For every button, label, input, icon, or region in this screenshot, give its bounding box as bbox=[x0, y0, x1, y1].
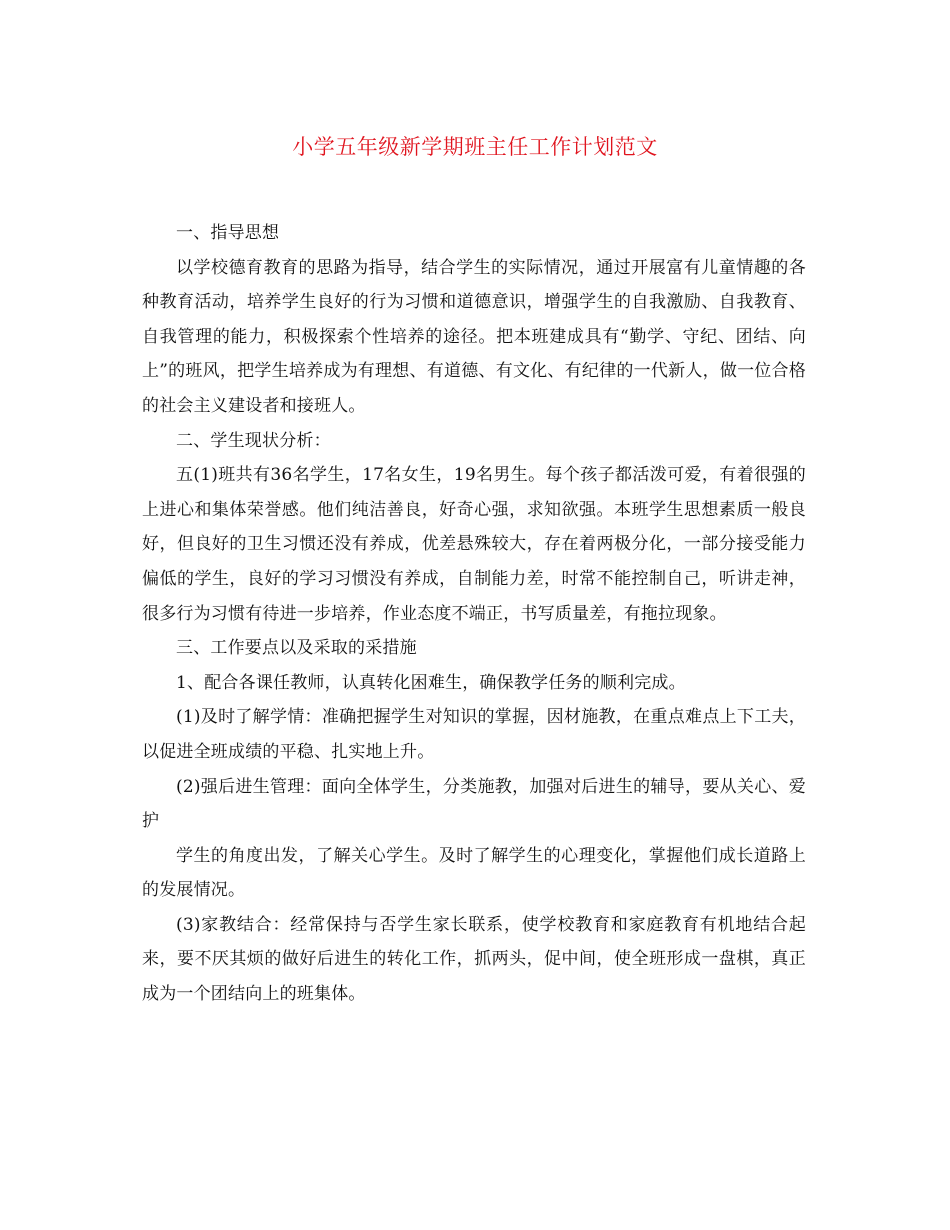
heading-guiding-ideology: 一、指导思想 bbox=[176, 223, 280, 243]
work-point-1-2-continued: 学生的角度出发，了解关心学生。及时了解学生的心理变化，掌握他们成长道路上的发展情况。 bbox=[142, 845, 806, 901]
heading-student-analysis: 二、学生现状分析： bbox=[176, 430, 331, 451]
work-point-1: 1、配合各课任教师，认真转化困难生，确保教学任务的顺利完成。 bbox=[176, 672, 686, 693]
document-body bbox=[142, 216, 806, 1012]
paragraph-guiding-ideology: 以学校德育教育的思路为指导，结合学生的实际情况，通过开展富有儿童情趣的各种教育活动，培养学生良好的行为习惯和道德意识，增强学生的自我激励、自我教育、自我管理的能力，积极探索个性培养的途径。把本班建成具有“勤学、守纪、团结、向上”的班风，把学生培养成为有理想、有道德、有文化、有纪律的一代新人，做一位合格的社会主义建设者和接班人。 bbox=[142, 257, 806, 416]
document-title: 小学五年级新学期班主任工作计划范文 bbox=[292, 135, 658, 159]
heading-work-points: 三、工作要点以及采取的采措施 bbox=[176, 638, 417, 659]
work-point-1-2: (2)强后进生管理：面向全体学生，分类施教，加强对后进生的辅导，要从关心、爱护 bbox=[142, 776, 806, 832]
work-point-1-1: (1)及时了解学情：准确把握学生对知识的掌握，因材施教，在重点难点上下工夫，以促进全班成绩的平稳、扎实地上升。 bbox=[142, 707, 806, 762]
work-point-1-3: (3)家教结合：经常保持与否学生家长联系，使学校教育和家庭教育有机地结合起来，要不厌其烦的做好后进生的转化工作，抓两头，促中间，使全班形成一盘棋，真正成为一个团结向上的班集体。 bbox=[142, 914, 806, 1005]
paragraph-student-analysis: 五(1)班共有36名学生，17名女生，19名男生。每个孩子都活泼可爱，有着很强的上进心和集体荣誉感。他们纯洁善良，好奇心强，求知欲强。本班学生思想素质一般良好，但良好的卫生习惯还没有养成，优差悬殊较大，存在着两极分化，一部分接受能力偏低的学生，良好的学习习惯没有养成，自制能力差，时常不能控制自己，听讲走神，很多行为习惯有待进一步培养，作业态度不端正，书写质量差，有拖拉现象。 bbox=[142, 465, 806, 624]
